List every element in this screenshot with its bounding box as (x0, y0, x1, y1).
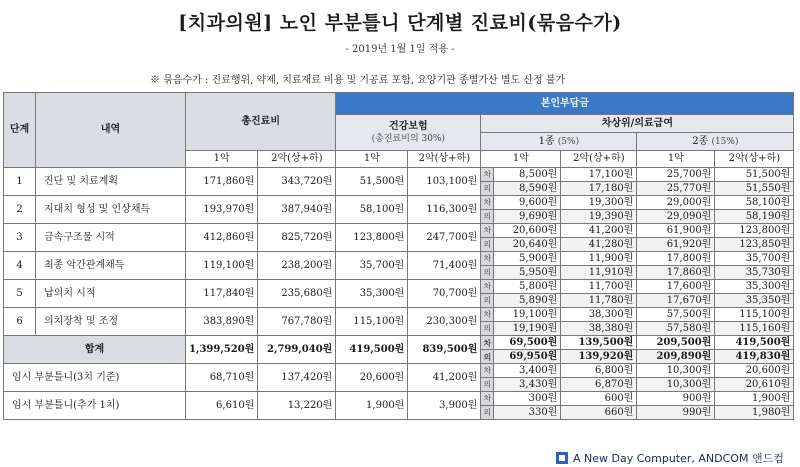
near-poor-code: 차 (481, 196, 494, 210)
near-poor-code: 차 (481, 364, 494, 378)
class2-1jaw: 29,000원 (637, 196, 715, 210)
header-class1 (481, 133, 637, 151)
health-ins-2jaw: 103,100원 (408, 168, 481, 196)
health-ins-1jaw: 20,600원 (336, 364, 408, 392)
medical-aid-code: 의 (481, 378, 494, 392)
stage-number: 1 (4, 168, 36, 196)
header-total-fee: 총진료비 (186, 93, 336, 151)
class1-1jaw: 20,600원 (494, 224, 561, 238)
header-total-2jaw: 2악(상+하) (258, 151, 336, 168)
near-poor-code: 차 (481, 308, 494, 322)
page-title: [치과의원] 노인 부분틀니 단계별 진료비(묶음수가) (178, 12, 622, 34)
header-health-insurance (336, 115, 481, 151)
health-ins-2jaw: 71,400원 (408, 252, 481, 280)
stage-number: 5 (4, 280, 36, 308)
near-poor-code: 차 (481, 392, 494, 406)
class1-2jaw: 11,900원 (561, 252, 637, 266)
class1-2jaw: 41,200원 (561, 224, 637, 238)
total-fee-2jaw: 343,720원 (258, 168, 336, 196)
class2-2jaw: 419,830원 (715, 350, 794, 364)
class1-2jaw: 11,700원 (561, 280, 637, 294)
class1-1jaw: 8,590원 (494, 182, 561, 196)
class1-1jaw: 9,690원 (494, 210, 561, 224)
header-c2-1jaw: 1악 (637, 151, 715, 168)
fee-table (3, 92, 794, 420)
extra-item: 임시 부분틀니(추가 1치) (4, 392, 186, 420)
class2-2jaw: 20,600원 (715, 364, 794, 378)
class2-1jaw: 61,920원 (637, 238, 715, 252)
class1-2jaw: 41,280원 (561, 238, 637, 252)
table-row (4, 168, 794, 182)
class1-1jaw: 9,600원 (494, 196, 561, 210)
medical-aid-code: 의 (481, 238, 494, 252)
stage-item: 진단 및 치료계획 (36, 168, 186, 196)
header-hi-2jaw: 2악(상+하) (408, 151, 481, 168)
near-poor-code: 차 (481, 224, 494, 238)
total-fee-2jaw: 387,940원 (258, 196, 336, 224)
class1-1jaw: 5,800원 (494, 280, 561, 294)
bundle-fee-note: ※ 묶음수가 : 진료행위, 약제, 치료재료 비용 및 기공료 포함, 요양기관 종별가산 별도 산정 불가 (150, 75, 566, 86)
class2-1jaw: 61,900원 (637, 224, 715, 238)
class2-1jaw: 17,600원 (637, 280, 715, 294)
health-ins-1jaw: 51,500원 (336, 168, 408, 196)
stage-item: 최종 악간관계채득 (36, 252, 186, 280)
health-ins-2jaw: 247,700원 (408, 224, 481, 252)
total-fee-2jaw: 2,799,040원 (258, 336, 336, 364)
total-fee-1jaw: 412,860원 (186, 224, 258, 252)
class2-1jaw: 209,890원 (637, 350, 715, 364)
health-ins-1jaw: 419,500원 (336, 336, 408, 364)
footer-brand-text: A New Day Computer, ANDCOM 앤드컴 (573, 452, 784, 465)
health-ins-1jaw: 1,900원 (336, 392, 408, 420)
class2-1jaw: 17,800원 (637, 252, 715, 266)
class2-2jaw: 51,550원 (715, 182, 794, 196)
extra-item: 임시 부분틀니(3치 기준) (4, 364, 186, 392)
health-ins-1jaw: 58,100원 (336, 196, 408, 224)
header-health-insurance-label: 건강보험 (389, 120, 428, 132)
header-stage: 단계 (4, 93, 36, 168)
total-fee-1jaw: 117,840원 (186, 280, 258, 308)
total-label: 합계 (4, 336, 186, 364)
class2-1jaw: 10,300원 (637, 364, 715, 378)
health-ins-1jaw: 35,300원 (336, 280, 408, 308)
class1-2jaw: 17,100원 (561, 168, 637, 182)
health-ins-2jaw: 839,500원 (408, 336, 481, 364)
near-poor-code: 차 (481, 252, 494, 266)
class1-2jaw: 6,870원 (561, 378, 637, 392)
header-detail: 내역 (36, 93, 186, 168)
class2-2jaw: 35,300원 (715, 280, 794, 294)
health-ins-1jaw: 35,700원 (336, 252, 408, 280)
table-row (4, 308, 794, 322)
header-class2-label: 2종 (692, 135, 709, 147)
stage-number: 3 (4, 224, 36, 252)
header-hi-1jaw: 1악 (336, 151, 408, 168)
class1-2jaw: 600원 (561, 392, 637, 406)
header-c1-1jaw: 1악 (481, 151, 561, 168)
class2-2jaw: 115,160원 (715, 322, 794, 336)
table-row (4, 224, 794, 238)
class1-1jaw: 3,430원 (494, 378, 561, 392)
class1-1jaw: 69,500원 (494, 336, 561, 350)
class1-2jaw: 11,910원 (561, 266, 637, 280)
health-ins-2jaw: 116,300원 (408, 196, 481, 224)
class1-2jaw: 11,780원 (561, 294, 637, 308)
stage-number: 4 (4, 252, 36, 280)
class2-2jaw: 419,500원 (715, 336, 794, 350)
total-fee-1jaw: 193,970원 (186, 196, 258, 224)
class1-1jaw: 69,950원 (494, 350, 561, 364)
class2-2jaw: 58,190원 (715, 210, 794, 224)
medical-aid-code: 의 (481, 294, 494, 308)
class1-1jaw: 19,100원 (494, 308, 561, 322)
health-ins-1jaw: 123,800원 (336, 224, 408, 252)
total-fee-2jaw: 13,220원 (258, 392, 336, 420)
class2-2jaw: 35,730원 (715, 266, 794, 280)
effective-date: - 2019년 1월 1일 적용 - (345, 44, 455, 55)
class1-1jaw: 300원 (494, 392, 561, 406)
header-total-1jaw: 1악 (186, 151, 258, 168)
class1-1jaw: 3,400원 (494, 364, 561, 378)
header-copay: 본인부담금 (336, 93, 794, 115)
class2-1jaw: 990원 (637, 406, 715, 420)
health-ins-1jaw: 115,100원 (336, 308, 408, 336)
class1-1jaw: 20,640원 (494, 238, 561, 252)
header-class2 (637, 133, 794, 151)
health-ins-2jaw: 70,700원 (408, 280, 481, 308)
total-fee-2jaw: 825,720원 (258, 224, 336, 252)
table-row (4, 280, 794, 294)
total-fee-2jaw: 238,200원 (258, 252, 336, 280)
class2-1jaw: 29,090원 (637, 210, 715, 224)
class1-1jaw: 330원 (494, 406, 561, 420)
header-c1-2jaw: 2악(상+하) (561, 151, 637, 168)
total-fee-1jaw: 68,710원 (186, 364, 258, 392)
class2-1jaw: 17,860원 (637, 266, 715, 280)
header-medical-aid: 차상위/의료급여 (481, 115, 794, 133)
header-class2-pct: (15%) (711, 136, 739, 147)
class1-2jaw: 139,500원 (561, 336, 637, 350)
class2-2jaw: 58,100원 (715, 196, 794, 210)
table-row (4, 364, 794, 378)
stage-item: 의치장착 및 조정 (36, 308, 186, 336)
health-ins-2jaw: 3,900원 (408, 392, 481, 420)
header-class1-label: 1종 (538, 135, 555, 147)
total-fee-1jaw: 6,610원 (186, 392, 258, 420)
class2-2jaw: 20,610원 (715, 378, 794, 392)
total-row (4, 336, 794, 350)
table-row (4, 392, 794, 406)
health-ins-2jaw: 41,200원 (408, 364, 481, 392)
class2-2jaw: 115,100원 (715, 308, 794, 322)
stage-item: 금속구조물 시적 (36, 224, 186, 252)
class1-2jaw: 19,390원 (561, 210, 637, 224)
total-fee-1jaw: 171,860원 (186, 168, 258, 196)
total-fee-2jaw: 767,780원 (258, 308, 336, 336)
class2-1jaw: 25,700원 (637, 168, 715, 182)
stage-item: 지대치 형성 및 인상채득 (36, 196, 186, 224)
stage-number: 2 (4, 196, 36, 224)
class2-1jaw: 17,670원 (637, 294, 715, 308)
medical-aid-code: 의 (481, 210, 494, 224)
medical-aid-code: 의 (481, 266, 494, 280)
class1-1jaw: 5,890원 (494, 294, 561, 308)
class1-2jaw: 6,800원 (561, 364, 637, 378)
near-poor-code: 차 (481, 168, 494, 182)
class2-1jaw: 57,580원 (637, 322, 715, 336)
total-fee-1jaw: 119,100원 (186, 252, 258, 280)
stage-number: 6 (4, 308, 36, 336)
table-row (4, 196, 794, 210)
class2-1jaw: 25,770원 (637, 182, 715, 196)
class2-2jaw: 123,850원 (715, 238, 794, 252)
class1-2jaw: 38,380원 (561, 322, 637, 336)
class1-2jaw: 139,920원 (561, 350, 637, 364)
near-poor-code: 차 (481, 280, 494, 294)
class2-2jaw: 51,500원 (715, 168, 794, 182)
footer-brand (556, 450, 784, 466)
stage-item: 납의치 시적 (36, 280, 186, 308)
class1-1jaw: 19,190원 (494, 322, 561, 336)
health-ins-2jaw: 230,300원 (408, 308, 481, 336)
medical-aid-code: 의 (481, 182, 494, 196)
near-poor-code: 차 (481, 336, 494, 350)
class1-2jaw: 19,300원 (561, 196, 637, 210)
class1-2jaw: 17,180원 (561, 182, 637, 196)
medical-aid-code: 의 (481, 406, 494, 420)
class1-2jaw: 660원 (561, 406, 637, 420)
medical-aid-code: 의 (481, 322, 494, 336)
table-row (4, 252, 794, 266)
header-c2-2jaw: 2악(상+하) (715, 151, 794, 168)
total-fee-2jaw: 137,420원 (258, 364, 336, 392)
header-health-insurance-note: (총진료비의 30%) (371, 133, 446, 144)
class1-2jaw: 38,300원 (561, 308, 637, 322)
total-fee-1jaw: 1,399,520원 (186, 336, 258, 364)
class2-1jaw: 209,500원 (637, 336, 715, 350)
class1-1jaw: 5,900원 (494, 252, 561, 266)
medical-aid-code: 의 (481, 350, 494, 364)
class2-2jaw: 35,350원 (715, 294, 794, 308)
total-fee-2jaw: 235,680원 (258, 280, 336, 308)
class2-1jaw: 900원 (637, 392, 715, 406)
header-class1-pct: (5%) (557, 136, 580, 147)
class2-2jaw: 1,980원 (715, 406, 794, 420)
andcom-logo-icon (556, 452, 568, 464)
class2-2jaw: 1,900원 (715, 392, 794, 406)
total-fee-1jaw: 383,890원 (186, 308, 258, 336)
class2-1jaw: 57,500원 (637, 308, 715, 322)
class1-1jaw: 8,500원 (494, 168, 561, 182)
class2-2jaw: 123,800원 (715, 224, 794, 238)
class1-1jaw: 5,950원 (494, 266, 561, 280)
class2-2jaw: 35,700원 (715, 252, 794, 266)
class2-1jaw: 10,300원 (637, 378, 715, 392)
